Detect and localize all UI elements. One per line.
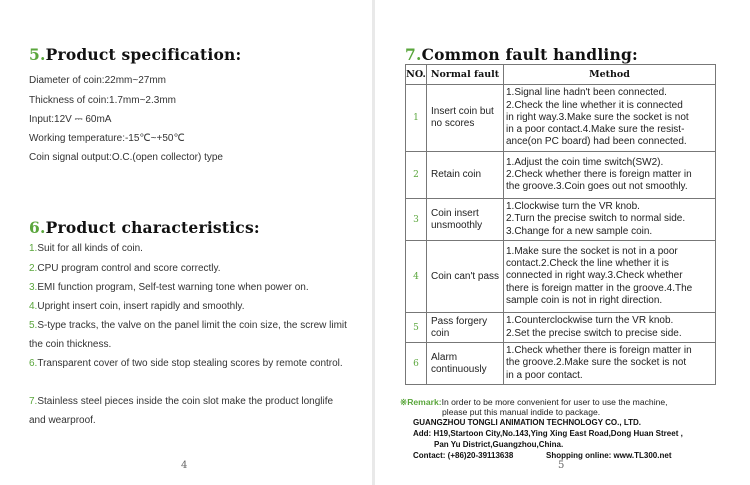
characteristic-item: 2.CPU program control and score correctly.	[29, 263, 221, 274]
row-fault: Coin can't pass	[427, 241, 504, 313]
table-row	[406, 152, 716, 199]
table-row	[406, 343, 716, 385]
characteristic-item: 7.Stainless steel pieces inside the coin slot make the product longlife and wearproof.	[29, 396, 334, 426]
row-method: 1.Counterclockwise turn the VR knob. 2.Set the precise switch to precise side.	[504, 313, 716, 343]
table-row	[406, 199, 716, 241]
company-contact: Contact: (+86)20-39113638	[413, 451, 514, 460]
row-method: 1.Clockwise turn the VR knob. 2.Turn the precise switch to normal side. 3.Change for a new sample coin.	[504, 199, 716, 241]
row-no: 6	[406, 343, 427, 385]
row-fault: Retain coin	[427, 152, 504, 199]
header-method: Method	[504, 65, 716, 85]
fault-table	[405, 64, 716, 385]
spec-line: Thickness of coin:1.7mm~2.3mm	[29, 95, 176, 106]
characteristic-item: 4.Upright insert coin, insert rapidly and smoothly.	[29, 301, 245, 312]
characteristics-heading: 6.Product characteristics:	[29, 218, 260, 237]
row-fault: Coin insert unsmoothly	[427, 199, 504, 241]
remark: ※Remark:In order to be more convenient for user to use the machine, please put this manual indide to package.	[400, 397, 668, 417]
spec-heading: 5.Product specification:	[29, 45, 242, 64]
spec-line: Input:12V ⎓ 60mA	[29, 114, 112, 125]
spec-line: Working temperature:-15℃~+50℃	[29, 133, 185, 144]
faults-heading: 7.Common fault handling:	[405, 45, 638, 64]
row-method: 1.Make sure the socket is not in a poor contact.2.Check the line whether it is connected in right way.3.Check whether there is foreign matter in the groove.4.The sample coin is not in right direction.	[504, 241, 716, 313]
row-no: 3	[406, 199, 427, 241]
row-method: 1.Adjust the coin time switch(SW2). 2.Check whether there is foreign matter in the groove.3.Coin goes out not smoothly.	[504, 152, 716, 199]
row-method: 1.Check whether there is foreign matter in the groove.2.Make sure the socket is not in a poor contact.	[504, 343, 716, 385]
characteristic-item: 1.Suit for all kinds of coin.	[29, 243, 143, 254]
left-page	[0, 0, 372, 485]
table-row	[406, 241, 716, 313]
row-fault: Insert coin but no scores	[427, 85, 504, 152]
remark-label: ※Remark:	[400, 397, 442, 407]
characteristic-item: 3.EMI function program, Self-test warning tone when power on.	[29, 282, 309, 293]
company-address: Add: H19,Startoon City,No.143,Ying Xing East Road,Dong Huan Street ,	[413, 429, 683, 438]
table-row	[406, 85, 716, 152]
row-method: 1.Signal line hadn't been connected. 2.Check the line whether it is connected in right way.3.Make sure the socket is not in a poor contact.4.Make sure the resist- ance(on PC board) had been connected.	[504, 85, 716, 152]
row-fault: Pass forgery coin	[427, 313, 504, 343]
row-fault: Alarm continuously	[427, 343, 504, 385]
header-fault: Normal fault	[427, 65, 504, 85]
characteristic-item: 6.Transparent cover of two side stop stealing scores by remote control.	[29, 358, 343, 369]
company-address-line2: Pan Yu District,Guangzhou,China.	[434, 440, 564, 449]
page-number: 4	[181, 460, 188, 471]
row-no: 5	[406, 313, 427, 343]
table-header-row	[406, 65, 716, 85]
characteristic-item: 5.S-type tracks, the valve on the panel limit the coin size, the screw limit the coin thickness.	[29, 320, 347, 350]
spec-line: Diameter of coin:22mm~27mm	[29, 75, 166, 86]
spec-line: Coin signal output:O.C.(open collector) type	[29, 152, 223, 163]
row-no: 1	[406, 85, 427, 152]
page-number: 5	[558, 460, 565, 471]
row-no: 2	[406, 152, 427, 199]
company-online: Shopping online: www.TL300.net	[546, 451, 672, 460]
header-no: NO.	[406, 65, 427, 85]
company-name: GUANGZHOU TONGLI ANIMATION TECHNOLOGY CO., LTD.	[413, 418, 641, 427]
table-row	[406, 313, 716, 343]
row-no: 4	[406, 241, 427, 313]
